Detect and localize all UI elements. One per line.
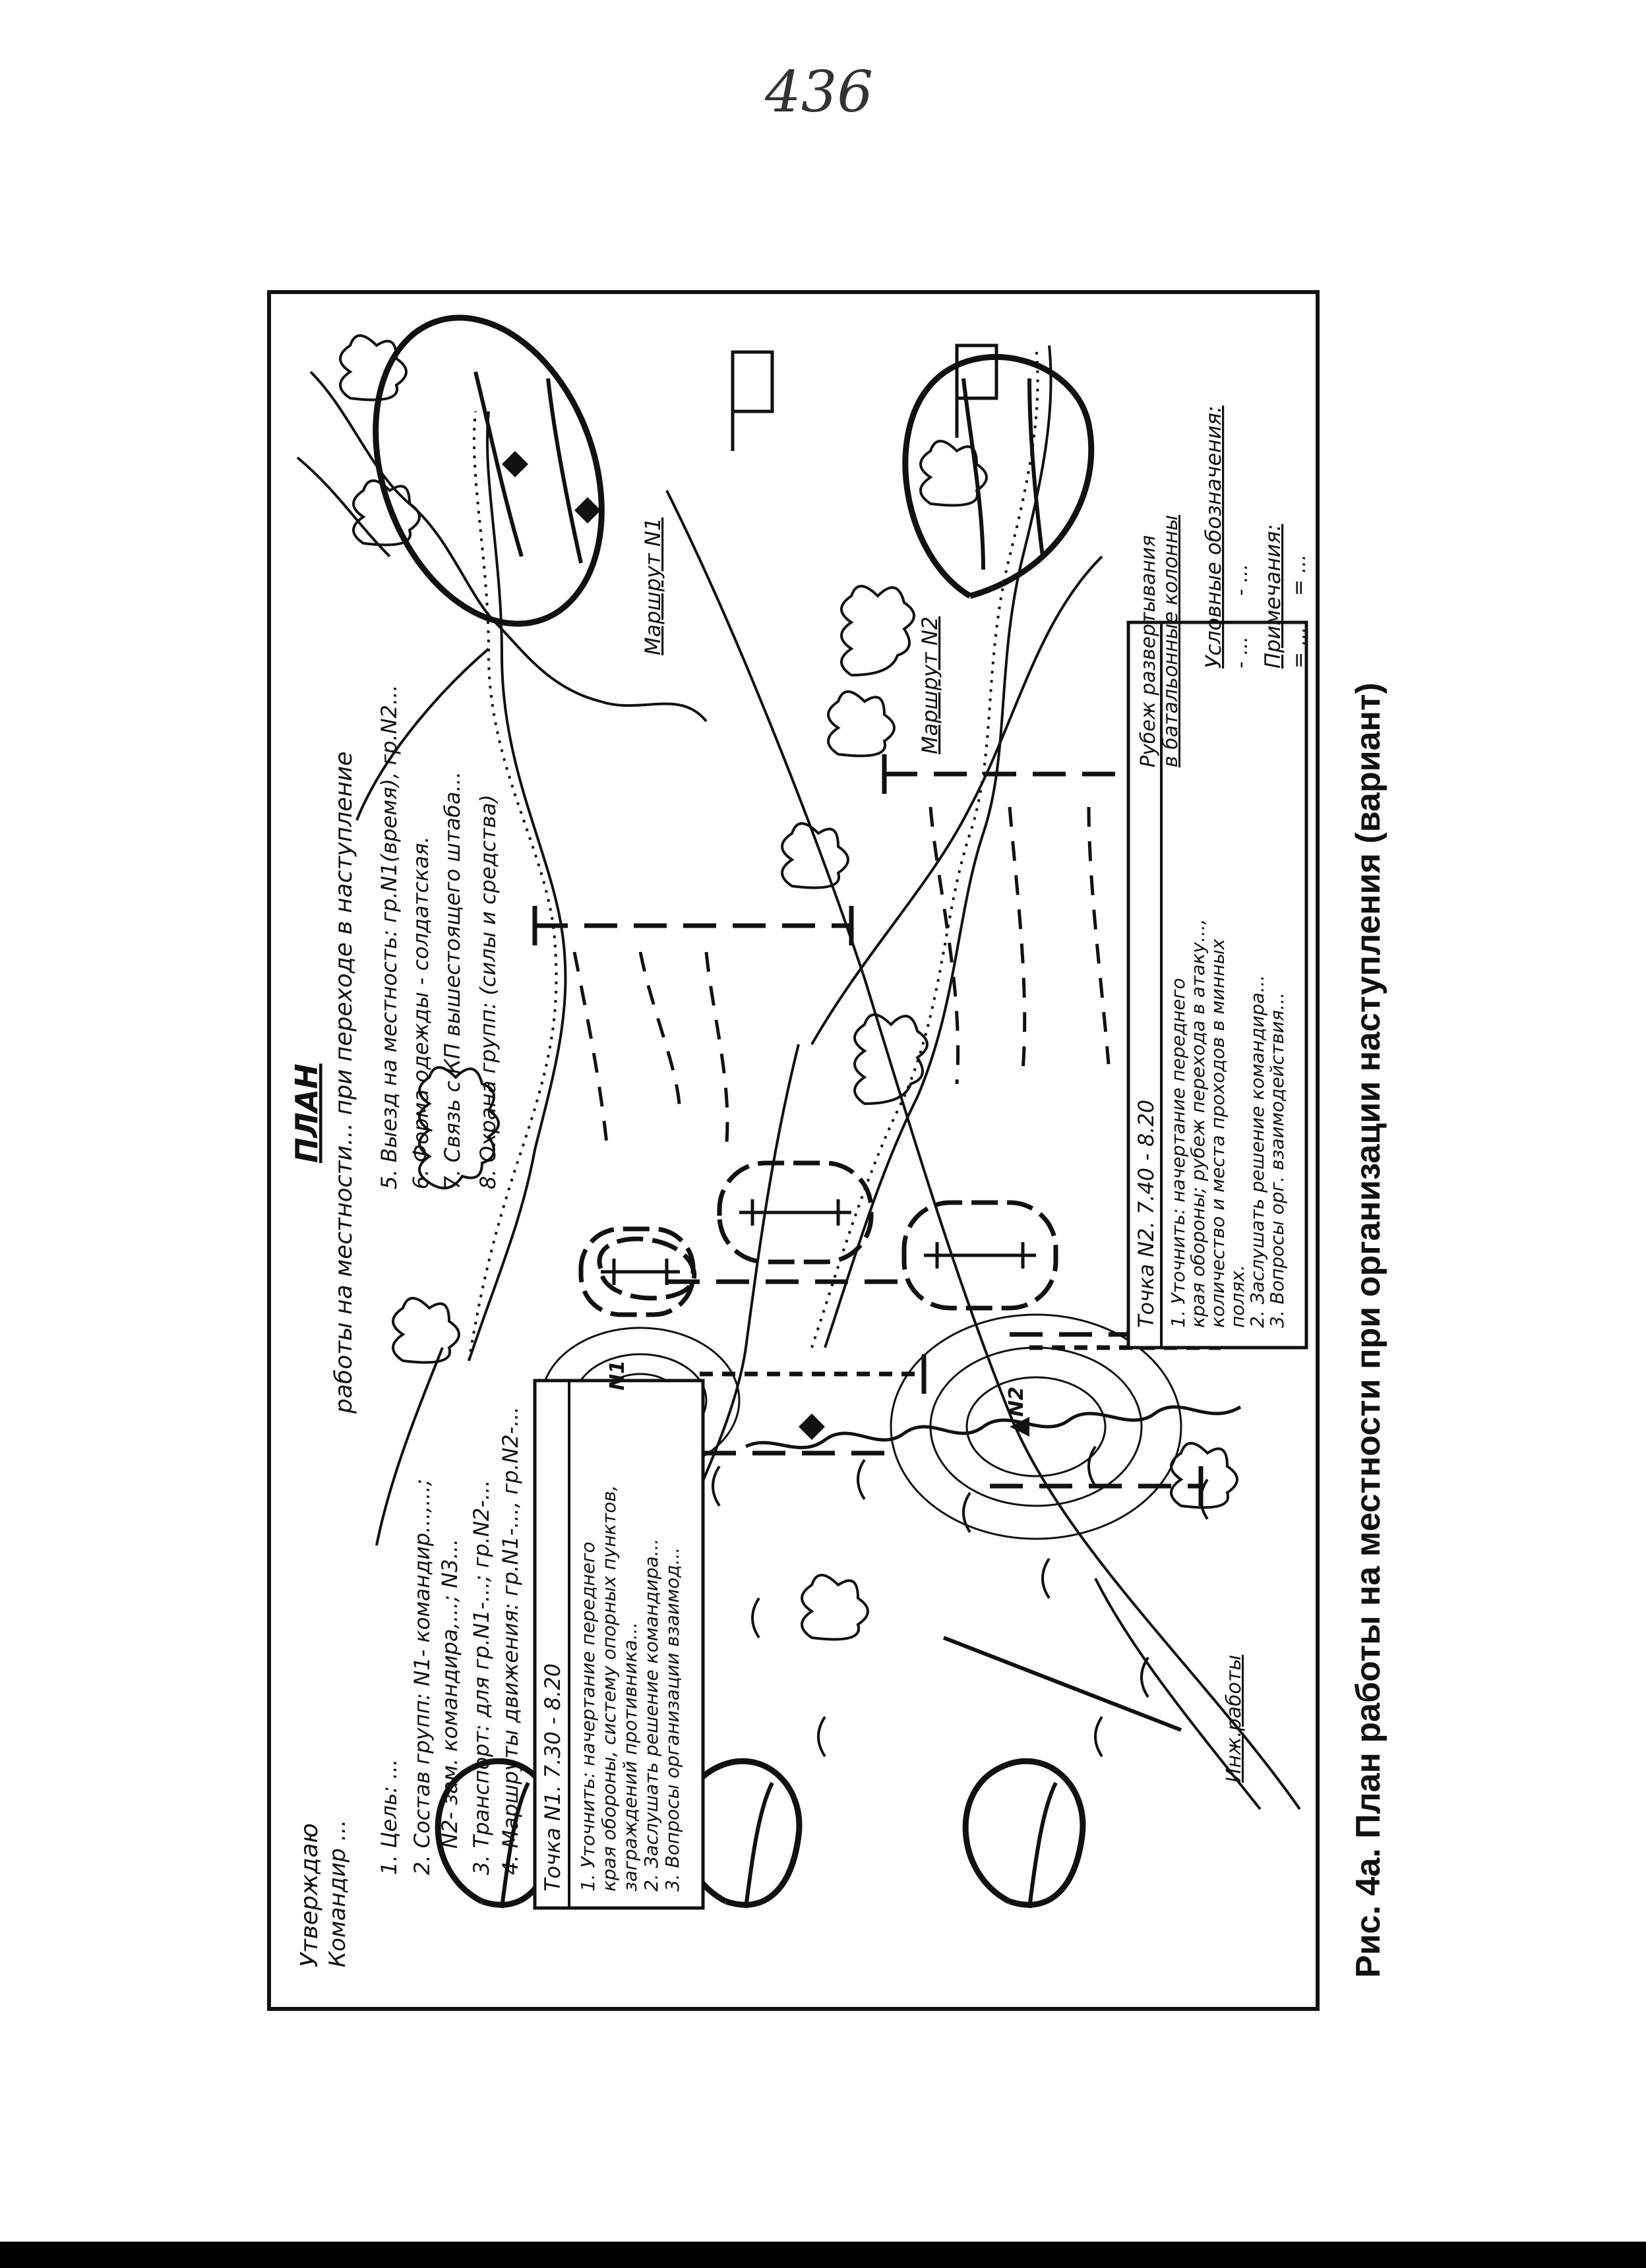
advance-arrows bbox=[574, 807, 1109, 1150]
point1-line: 2. Заслушать решение командира... bbox=[640, 1538, 662, 1892]
notes-title: Примечания: bbox=[1260, 523, 1285, 669]
plan-item: 7. Связь с КП вышестоящего штаба... bbox=[440, 771, 465, 1189]
plan-items-left bbox=[377, 1406, 523, 1875]
point1-box bbox=[535, 1381, 703, 1908]
plan-item: 5. Выезд на местность: гр.N1(время), гр.N2... bbox=[377, 684, 402, 1189]
plan-title: ПЛАН bbox=[289, 1063, 324, 1163]
point2-line: края обороны; рубеж перехода в атаку..., bbox=[1187, 918, 1209, 1328]
notes-item: = ... bbox=[1287, 626, 1310, 669]
point2-line: полях. bbox=[1227, 1265, 1248, 1328]
plan-item: 4. Маршруты движения: гр.N1-..., гр.N2-... bbox=[498, 1406, 523, 1875]
approved-label: Утверждаю bbox=[296, 1823, 323, 1967]
plan-item: N2- зам. командира,...; N3... bbox=[437, 1539, 462, 1849]
notes-item: = ... bbox=[1287, 554, 1310, 596]
point2-header: Точка N2. 7.40 - 8.20 bbox=[1134, 1099, 1159, 1328]
plan-item: 8. Охрана групп: (силы и средства) bbox=[475, 794, 501, 1189]
point1-line: 1. Уточнить: начертание переднего bbox=[577, 1541, 599, 1892]
marker-n1: N1 bbox=[606, 1360, 629, 1390]
map-frame bbox=[267, 290, 1320, 2011]
legend-item: - ... bbox=[1229, 636, 1252, 669]
map-drawing bbox=[271, 294, 1316, 2007]
marker-n2: N2 bbox=[1005, 1387, 1028, 1417]
plan-items-right bbox=[377, 685, 501, 1190]
deploy-line-label: Рубеж развертывания bbox=[1137, 535, 1160, 767]
plan-item: 3. Транспорт: для гр.N1-...; гр.N2-... bbox=[469, 1479, 494, 1875]
page-number: 436 bbox=[765, 59, 874, 125]
scan-bottom-band bbox=[0, 2242, 1646, 2268]
point2-line: 2. Заслушать решение командира... bbox=[1246, 974, 1268, 1328]
approval-block bbox=[296, 1820, 351, 1967]
point1-line: заграждений противника... bbox=[619, 1622, 641, 1892]
unit-symbols bbox=[581, 1163, 1056, 1315]
flag-symbols bbox=[733, 345, 996, 451]
point1-line: 3. Вопросы организации взаимод... bbox=[661, 1547, 683, 1892]
plan-item: 1. Цель: ... bbox=[377, 1758, 402, 1875]
plan-item: 2. Состав групп: N1- командир...,...; bbox=[410, 1478, 435, 1875]
point2-line: 3. Вопросы орг. взаимодействия... bbox=[1266, 992, 1288, 1328]
approved-commander: Командир ... bbox=[324, 1819, 351, 1967]
map-rotated-content bbox=[271, 294, 1316, 2007]
legend-item: - ... bbox=[1229, 564, 1252, 596]
point1-header: Точка N1. 7.30 - 8.20 bbox=[540, 1663, 565, 1892]
point1-line: края обороны, систему опорных пунктов, bbox=[598, 1485, 620, 1892]
point2-line: количество и места проходов в минных bbox=[1207, 938, 1229, 1328]
plan-subtitle: работы на местности... при переходе в наступление bbox=[330, 751, 357, 1414]
figure-caption: Рис. 4а. План работы на местности при организации наступления (вариант) bbox=[1349, 682, 1387, 1978]
point2-line: 1. Уточнить: начертание переднего bbox=[1167, 978, 1189, 1328]
plan-item: 6. Форма одежды - солдатская. bbox=[408, 836, 433, 1189]
route1-label: Маршрут N1 bbox=[640, 517, 665, 655]
engineering-label: Инж.работы bbox=[1223, 1654, 1246, 1783]
route2-label: Маршрут N2 bbox=[917, 616, 942, 754]
deploy-line-label: в батальонные колонны bbox=[1159, 515, 1182, 767]
legend-title: Условные обозначения: bbox=[1201, 405, 1226, 669]
